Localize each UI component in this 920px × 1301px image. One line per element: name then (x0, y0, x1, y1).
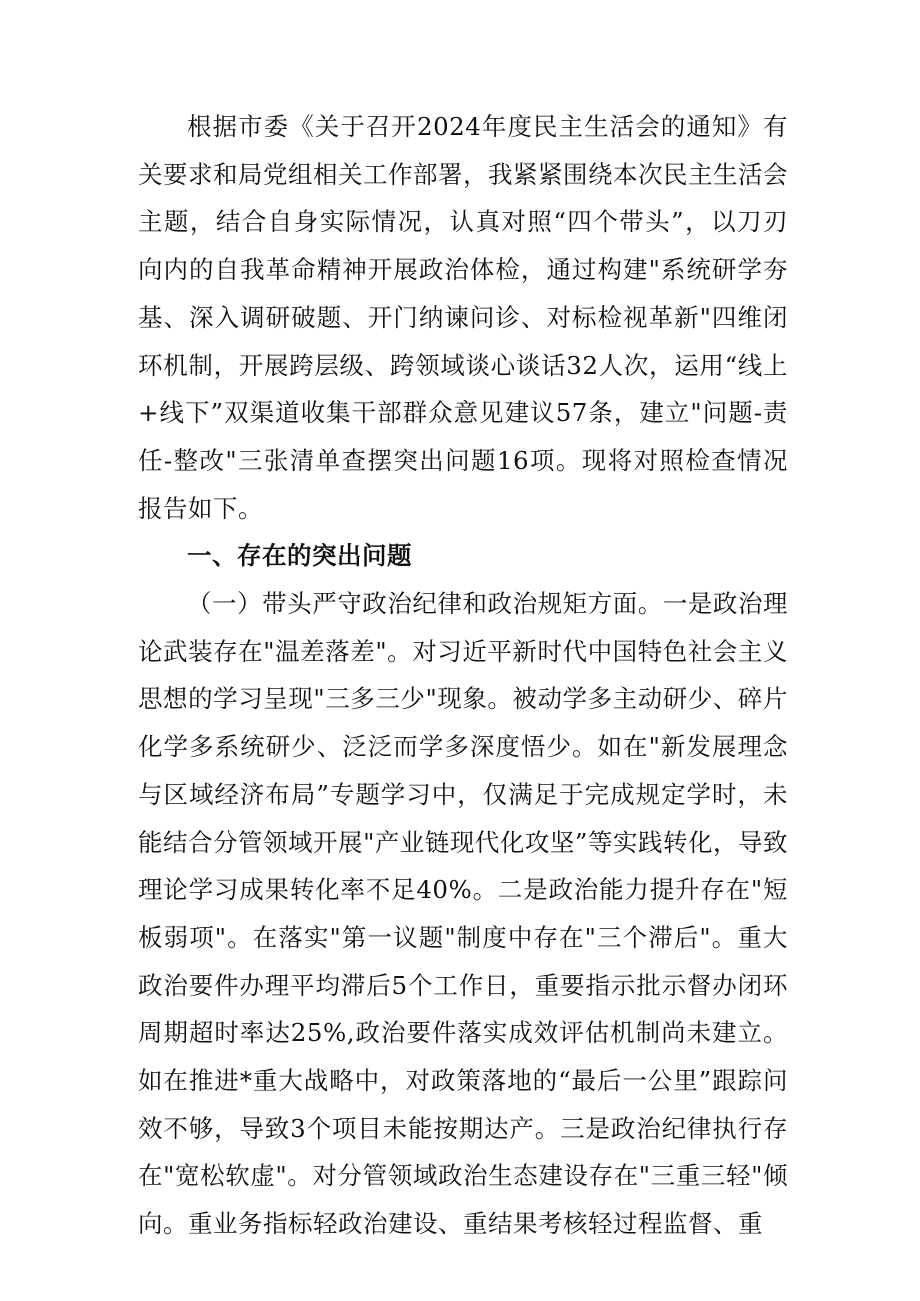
section-heading-outstanding-problems: 一、存在的突出问题 (187, 541, 412, 571)
subsection-political-discipline-paragraph: （一）带头严守政治纪律和政治规矩方面。一是政治理论武装存在"温差落差"。对习近平新时代中国特色社会主义思想的学习呈现"三多三少"现象。被动学多主动研少、碎片化学多系统研少、泛泛而学多深度悟少。如在"新发展理念与区域经济布局”专题学习中，仅满足于完成规定学时，未能结合分管领域开展"产业链现代化攻坚”等实践转化，导致理论学习成果转化率不足40%。二是政治能力提升存在"短板弱项"。在落实"第一议题"制度中存在"三个滞后"。重大政治要件办理平均滞后5个工作日，重要指示批示督办闭环周期超时率达25%,政治要件落实成效评估机制尚未建立。如在推进*重大战略中，对政策落地的“最后一公里”跟踪问效不够，导致3个项目未能按期达产。三是政治纪律执行存在"宽松软虚"。对分管领域政治生态建设存在"三重三轻"倾向。重业务指标轻政治建设、重结果考核轻过程监督、重 (138, 589, 788, 1239)
intro-paragraph: 根据市委《关于召开2024年度民主生活会的通知》有关要求和局党组相关工作部署，我紧紧围绕本次民主生活会主题，结合自身实际情况，认真对照“四个带头”，以刀刃向内的自我革命精神开展政治体检，通过构建"系统研学夯基、深入调研破题、开门纳谏问诊、对标检视革新"四维闭环机制，开展跨层级、跨领域谈心谈话32人次，运用“线上+线下”双渠道收集干部群众意见建议57条，建立"问题-责任-整改"三张清单查摆突出问题16项。现将对照检查情况报告如下。 (138, 112, 788, 523)
document-page (138, 103, 788, 1248)
